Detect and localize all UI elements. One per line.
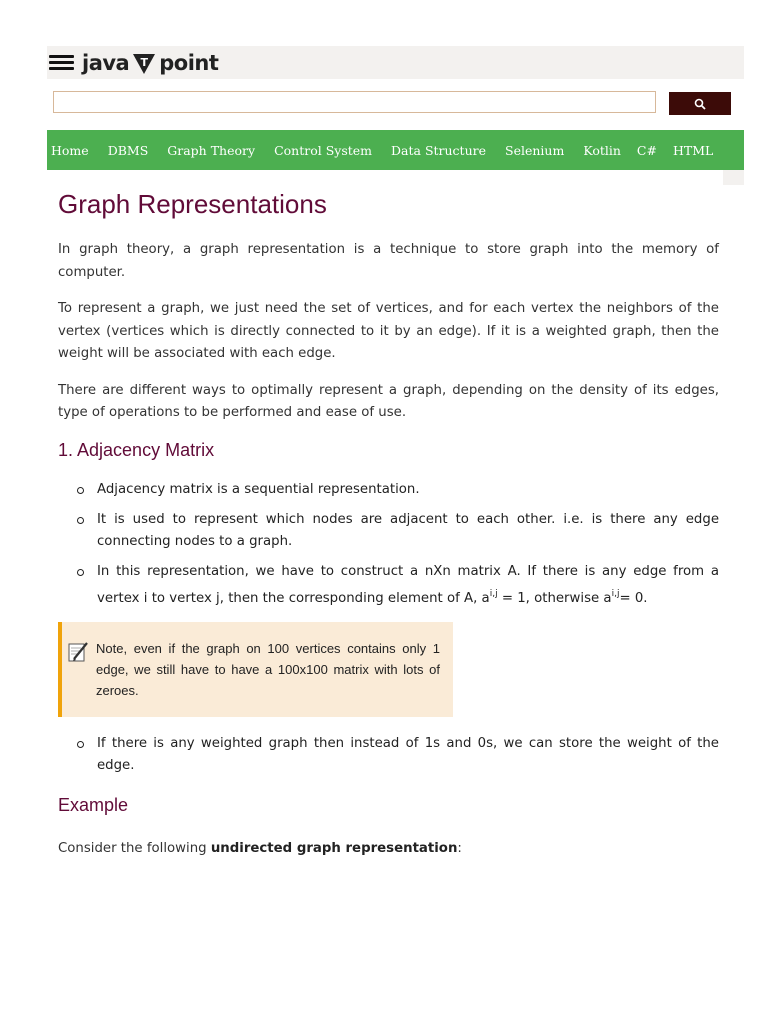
intro-paragraph: In graph theory, a graph representation is a technique to store graph into the memory of computer.: [58, 242, 719, 280]
nav-dbms[interactable]: DBMS: [107, 142, 149, 158]
main-nav: [47, 130, 744, 170]
logo-text-left: java: [82, 50, 130, 75]
consider-bold: undirected graph representation: [210, 840, 458, 856]
ways-paragraph: There are different ways to optimally represent a graph, depending on the density of its edges, type of operations to be performed and ease of use.: [58, 382, 719, 420]
nav-csharp[interactable]: C#: [636, 142, 657, 158]
search-button[interactable]: [669, 92, 731, 115]
adjacency-list: [77, 479, 719, 610]
search-input[interactable]: [53, 91, 656, 113]
list-item: Adjacency matrix is a sequential representation.: [77, 479, 719, 501]
nav-html[interactable]: HTML: [672, 142, 714, 158]
logo-badge-letter: T: [140, 55, 148, 69]
subscript-ij: i,j: [489, 588, 498, 599]
logo-t-badge: [132, 51, 156, 75]
consider-prefix: Consider the following: [58, 840, 211, 856]
bullet3-text-a: In this representation, we have to construct a nXn matrix A. If there is any edge from a vertex i to vertex j, then the corresponding element of A, a: [97, 563, 719, 606]
list-item: [77, 561, 719, 610]
bullet3-text-b: = 1, otherwise a: [497, 590, 612, 606]
page-title: Graph Representations: [58, 189, 327, 219]
consider-suffix: :: [457, 840, 462, 856]
search-icon: [694, 98, 706, 110]
note-box: [58, 622, 453, 717]
consider-paragraph: [58, 838, 719, 860]
weighted-list: [77, 733, 719, 777]
subscript-ij: i,j: [611, 588, 620, 599]
search-bar: [47, 79, 744, 130]
nav-scroll-strip: [723, 170, 744, 185]
note-text: Note, even if the graph on 100 vertices contains only 1 edge, we still have to have a 100x100 matrix with lots of zeroes.: [96, 640, 440, 698]
list-item: If there is any weighted graph then instead of 1s and 0s, we can store the weight of the edge.: [77, 733, 719, 777]
top-bar: [47, 46, 744, 79]
adjacency-matrix-heading: 1. Adjacency Matrix: [58, 439, 215, 460]
bullet3-text-c: = 0.: [619, 590, 648, 606]
note-pencil-icon: [66, 640, 90, 664]
nav-selenium[interactable]: Selenium: [505, 142, 565, 158]
nav-kotlin[interactable]: Kotlin: [583, 142, 621, 158]
logo-text-right: point: [159, 50, 219, 75]
nav-data-structure[interactable]: Data Structure: [391, 142, 486, 158]
nav-graph-theory[interactable]: Graph Theory: [167, 142, 256, 158]
representation-paragraph: To represent a graph, we just need the set of vertices, and for each vertex the neighbors of the vertex (vertices which is directly connected to it by an edge). If it is a weighted graph, then the weight will be associated with each edge.: [58, 301, 719, 361]
example-heading: Example: [58, 794, 129, 815]
nav-home[interactable]: Home: [51, 142, 89, 158]
article-content: [58, 186, 719, 860]
site-logo[interactable]: [82, 46, 218, 79]
nav-control-system[interactable]: Control System: [274, 142, 373, 158]
menu-icon[interactable]: [49, 55, 74, 69]
list-item: It is used to represent which nodes are adjacent to each other. i.e. is there any edge connecting nodes to a graph.: [77, 509, 719, 553]
